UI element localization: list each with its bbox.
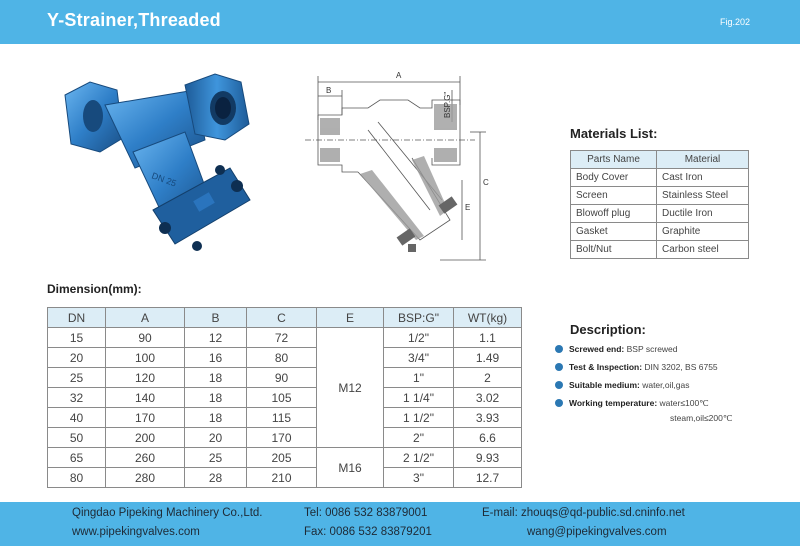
cell-c: 105 bbox=[247, 388, 317, 408]
cell-bsp: 1/2" bbox=[384, 328, 454, 348]
cell-b: 18 bbox=[185, 408, 247, 428]
header-e: E bbox=[317, 308, 384, 328]
cell-c: 90 bbox=[247, 368, 317, 388]
header-dn: DN bbox=[48, 308, 106, 328]
table-row bbox=[48, 328, 522, 348]
table-row bbox=[48, 428, 522, 448]
website-link[interactable]: www.pipekingvalves.com bbox=[72, 526, 200, 538]
cell-wt: 12.7 bbox=[454, 468, 522, 488]
cell-c: 210 bbox=[247, 468, 317, 488]
cell-a: 170 bbox=[106, 408, 185, 428]
table-row bbox=[48, 448, 522, 468]
label-e: E bbox=[465, 203, 471, 212]
description-value: water≤100℃ bbox=[657, 398, 709, 408]
materials-row bbox=[571, 241, 749, 259]
header-bar bbox=[0, 0, 800, 44]
materials-table bbox=[570, 150, 749, 259]
description-label: Working temperature: bbox=[569, 398, 658, 408]
cell-a: 90 bbox=[106, 328, 185, 348]
materials-header-parts: Parts Name bbox=[571, 151, 657, 169]
figure-number: Fig.202 bbox=[720, 17, 751, 27]
description-value: water,oil,gas bbox=[639, 380, 690, 390]
cell-dn: 25 bbox=[48, 368, 106, 388]
materials-title: Materials List: bbox=[570, 126, 658, 141]
part-name: Body Cover bbox=[571, 169, 657, 187]
cell-bsp: 3" bbox=[384, 468, 454, 488]
description-value: BSP screwed bbox=[624, 344, 678, 354]
label-a: A bbox=[396, 71, 402, 80]
cell-wt: 3.02 bbox=[454, 388, 522, 408]
dimension-table bbox=[47, 307, 522, 488]
cell-c: 205 bbox=[247, 448, 317, 468]
description-label: Suitable medium: bbox=[569, 380, 640, 390]
table-row bbox=[48, 468, 522, 488]
cell-dn: 20 bbox=[48, 348, 106, 368]
part-material: Ductile Iron bbox=[657, 205, 749, 223]
technical-drawing bbox=[300, 60, 510, 265]
fax: Fax: 0086 532 83879201 bbox=[304, 526, 432, 538]
cell-a: 140 bbox=[106, 388, 185, 408]
company-name: Qingdao Pipeking Machinery Co.,Ltd. bbox=[72, 507, 263, 519]
table-row bbox=[48, 388, 522, 408]
list-item bbox=[553, 358, 793, 376]
description-continuation: steam,oil≤200℃ bbox=[670, 413, 733, 423]
cell-b: 25 bbox=[185, 448, 247, 468]
cell-b: 20 bbox=[185, 428, 247, 448]
description-label: Screwed end: bbox=[569, 344, 625, 354]
cell-a: 260 bbox=[106, 448, 185, 468]
cell-b: 12 bbox=[185, 328, 247, 348]
label-bsp: BSP.G" bbox=[443, 91, 452, 118]
cell-a: 120 bbox=[106, 368, 185, 388]
materials-header-material: Material bbox=[657, 151, 749, 169]
cell-a: 200 bbox=[106, 428, 185, 448]
part-name: Gasket bbox=[571, 223, 657, 241]
header-a: A bbox=[106, 308, 185, 328]
cell-dn: 15 bbox=[48, 328, 106, 348]
footer-bar bbox=[0, 502, 800, 546]
bullet-icon bbox=[555, 363, 563, 371]
materials-row bbox=[571, 169, 749, 187]
list-item bbox=[553, 394, 793, 412]
table-row bbox=[48, 348, 522, 368]
materials-row bbox=[571, 205, 749, 223]
cell-b: 18 bbox=[185, 388, 247, 408]
materials-row bbox=[571, 223, 749, 241]
header-b: B bbox=[185, 308, 247, 328]
cell-b: 18 bbox=[185, 368, 247, 388]
cell-dn: 80 bbox=[48, 468, 106, 488]
description-list bbox=[553, 340, 793, 426]
cell-bsp: 3/4" bbox=[384, 348, 454, 368]
cell-dn: 40 bbox=[48, 408, 106, 428]
list-item bbox=[553, 340, 793, 358]
bullet-icon bbox=[555, 381, 563, 389]
cell-bsp: 2 1/2" bbox=[384, 448, 454, 468]
cell-bsp: 1 1/2" bbox=[384, 408, 454, 428]
cell-b: 28 bbox=[185, 468, 247, 488]
table-row bbox=[48, 368, 522, 388]
cell-wt: 3.93 bbox=[454, 408, 522, 428]
label-c: C bbox=[483, 178, 489, 187]
part-material: Graphite bbox=[657, 223, 749, 241]
cell-dn: 50 bbox=[48, 428, 106, 448]
product-photo bbox=[45, 60, 285, 260]
part-name: Screen bbox=[571, 187, 657, 205]
dimension-title: Dimension(mm): bbox=[47, 282, 142, 296]
header-c: C bbox=[247, 308, 317, 328]
cell-c: 170 bbox=[247, 428, 317, 448]
description-label: Test & Inspection: bbox=[569, 362, 643, 372]
dimension-header-row bbox=[48, 308, 522, 328]
cell-wt: 6.6 bbox=[454, 428, 522, 448]
svg-text:DN 25: DN 25 bbox=[150, 170, 178, 189]
cell-b: 16 bbox=[185, 348, 247, 368]
cell-c: 72 bbox=[247, 328, 317, 348]
materials-row bbox=[571, 187, 749, 205]
cell-dn: 65 bbox=[48, 448, 106, 468]
cell-bsp: 1" bbox=[384, 368, 454, 388]
page-title: Y-Strainer,Threaded bbox=[47, 10, 221, 30]
cell-e-m12: M12 bbox=[317, 328, 384, 448]
part-name: Bolt/Nut bbox=[571, 241, 657, 259]
cell-c: 115 bbox=[247, 408, 317, 428]
part-material: Stainless Steel bbox=[657, 187, 749, 205]
header-wt: WT(kg) bbox=[454, 308, 522, 328]
label-b: B bbox=[326, 86, 332, 95]
cell-wt: 9.93 bbox=[454, 448, 522, 468]
cell-bsp: 2" bbox=[384, 428, 454, 448]
bullet-icon bbox=[555, 345, 563, 353]
cell-c: 80 bbox=[247, 348, 317, 368]
description-title: Description: bbox=[570, 322, 646, 337]
email-primary[interactable]: E-mail: zhouqs@qd-public.sd.cninfo.net bbox=[482, 507, 685, 519]
cell-a: 280 bbox=[106, 468, 185, 488]
cell-e-m16: M16 bbox=[317, 448, 384, 488]
cell-bsp: 1 1/4" bbox=[384, 388, 454, 408]
cell-wt: 1.49 bbox=[454, 348, 522, 368]
telephone: Tel: 0086 532 83879001 bbox=[304, 507, 428, 519]
cell-wt: 1.1 bbox=[454, 328, 522, 348]
materials-header-row bbox=[571, 151, 749, 169]
table-row bbox=[48, 408, 522, 428]
part-material: Cast Iron bbox=[657, 169, 749, 187]
cell-dn: 32 bbox=[48, 388, 106, 408]
header-bsp: BSP:G" bbox=[384, 308, 454, 328]
part-material: Carbon steel bbox=[657, 241, 749, 259]
description-value: DIN 3202, BS 6755 bbox=[642, 362, 718, 372]
list-item bbox=[553, 376, 793, 394]
cell-wt: 2 bbox=[454, 368, 522, 388]
cell-a: 100 bbox=[106, 348, 185, 368]
part-name: Blowoff plug bbox=[571, 205, 657, 223]
bullet-icon bbox=[555, 399, 563, 407]
email-secondary[interactable]: wang@pipekingvalves.com bbox=[527, 526, 667, 538]
